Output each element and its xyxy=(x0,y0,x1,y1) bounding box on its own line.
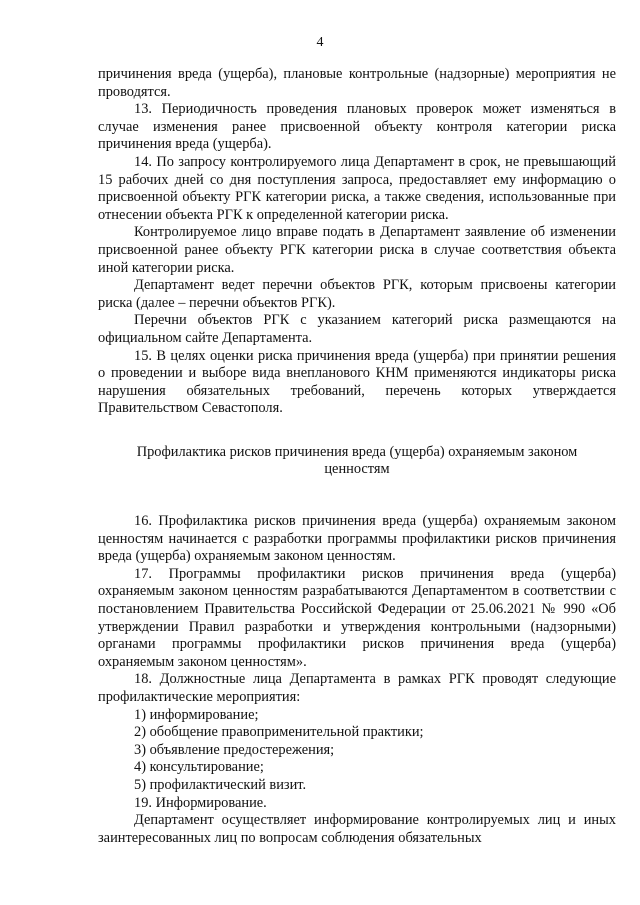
document-body xyxy=(98,66,616,847)
section-heading: Профилактика рисков причинения вреда (ущерба) охраняемым законом ценностям xyxy=(136,443,578,478)
list-item: 4) консультирование; xyxy=(134,759,264,776)
paragraph: Департамент осуществляет информирование контролируемых лиц и иных заинтересованных лиц по вопросам соблюдения обязательных xyxy=(98,812,616,846)
paragraph: 15. В целях оценки риска причинения вреда (ущерба) при принятии решения о проведении и выборе вида внепланового КНМ применяются индикаторы риска нарушения обязательных требований, перечень которых утверждается Правительством Севастополя. xyxy=(98,347,616,417)
section-spacer xyxy=(98,479,616,513)
page-number: 4 xyxy=(316,35,324,50)
paragraph: 16. Профилактика рисков причинения вреда (ущерба) охраняемым законом ценностям начинается с разработки программы профилактики рисков причинения вреда (ущерба) охраняемым законом ценностям. xyxy=(98,513,616,565)
paragraph: 19. Информирование. xyxy=(134,794,267,811)
list-item: 5) профилактический визит. xyxy=(134,776,307,793)
paragraph: 18. Должностные лица Департамента в рамках РГК проводят следующие профилактические мероприятия: xyxy=(98,671,616,705)
list-item: 2) обобщение правоприменительной практики; xyxy=(134,724,424,741)
list-item: 3) объявление предостережения; xyxy=(134,741,335,758)
list-item: 1) информирование; xyxy=(134,706,259,723)
paragraph: Контролируемое лицо вправе подать в Департамент заявление об изменении присвоенной ранее объекту РГК категории риска в случае соответствия объекта иной категории риска. xyxy=(98,224,616,276)
paragraph: 13. Периодичность проведения плановых проверок может изменяться в случае изменения ранее присвоенной объекту контроля категории риска причинения вреда (ущерба). xyxy=(98,101,616,153)
paragraph: Департамент ведет перечни объектов РГК, которым присвоены категории риска (далее – перечни объектов РГК). xyxy=(98,277,616,311)
paragraph: 14. По запросу контролируемого лица Департамент в срок, не превышающий 15 рабочих дней со дня поступления запроса, предоставляет ему информацию о присвоенной объекту РГК категории риска, а также сведения, использованные при отнесении объекта РГК к определенной категории риска. xyxy=(98,153,616,223)
paragraph: 17. Программы профилактики рисков причинения вреда (ущерба) охраняемым законом ценностям разрабатываются Департаментом в соответствии с постановлением Правительства Российской Федерации от 25.06.2021 № 990 «Об утверждении Правил разработки и утверждения контрольными (надзорными) органами программы профилактики рисков причинения вреда (ущерба) охраняемым законом ценностям». xyxy=(98,565,616,670)
paragraph: причинения вреда (ущерба), плановые контрольные (надзорные) мероприятия не проводятся. xyxy=(98,66,616,100)
paragraph: Перечни объектов РГК с указанием категорий риска размещаются на официальном сайте Департамента. xyxy=(98,312,616,346)
